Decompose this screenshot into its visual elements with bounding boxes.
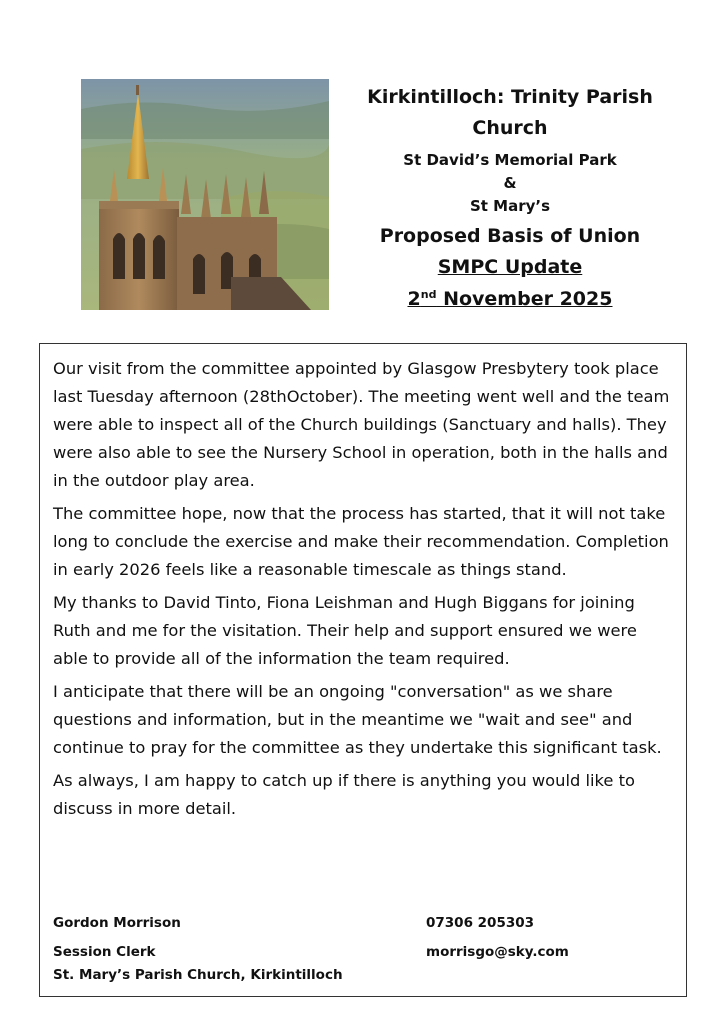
proposal-title: Proposed Basis of Union [379,225,641,247]
document-heading [360,82,660,314]
signatory-role: Session Clerk [53,944,156,960]
church-name: Kirkintilloch: Trinity Parish Church [367,86,653,139]
paragraph: My thanks to David Tinto, Fiona Leishman and Hugh Biggans for joining Ruth and me for the visitation. Their help and support ensured we were able to provide all of the information the team required. [53,593,637,668]
signatory-name: Gordon Morrison [53,915,181,931]
signatory-church: St. Mary’s Parish Church, Kirkintilloch [53,967,343,983]
ampersand: & [503,174,517,192]
paragraph: Our visit from the committee appointed by Glasgow Presbytery took place last Tuesday afternoon (28thOctober). The meeting went well and the team were able to inspect all of the Church buildings (Sanctuary and halls). They were also able to see the Nursery School in operation, both in the halls and in the outdoor play area. [53,359,670,490]
paragraph: As always, I am happy to catch up if there is anything you would like to discuss in more detail. [53,771,635,818]
church-spire-photo [81,79,329,310]
update-date: 2nd November 2025 [407,288,613,310]
congregation-1: St David’s Memorial Park [403,151,617,169]
signatory-phone: 07306 205303 [426,915,535,931]
update-title: SMPC Update [437,256,583,278]
message-box [39,343,687,997]
paragraph: The committee hope, now that the process has started, that it will not take long to conclude the exercise and make their recommendation. Completion in early 2026 feels like a reasonable timescale as things stand. [53,504,669,579]
congregation-names [360,149,660,218]
signatory-email: morrisgo@sky.com [426,944,569,960]
congregation-2: St Mary’s [469,197,551,215]
paragraph: I anticipate that there will be an ongoing "conversation" as we share questions and information, but in the meantime we "wait and see" and continue to pray for the committee as they undertake this significant task. [53,682,662,757]
